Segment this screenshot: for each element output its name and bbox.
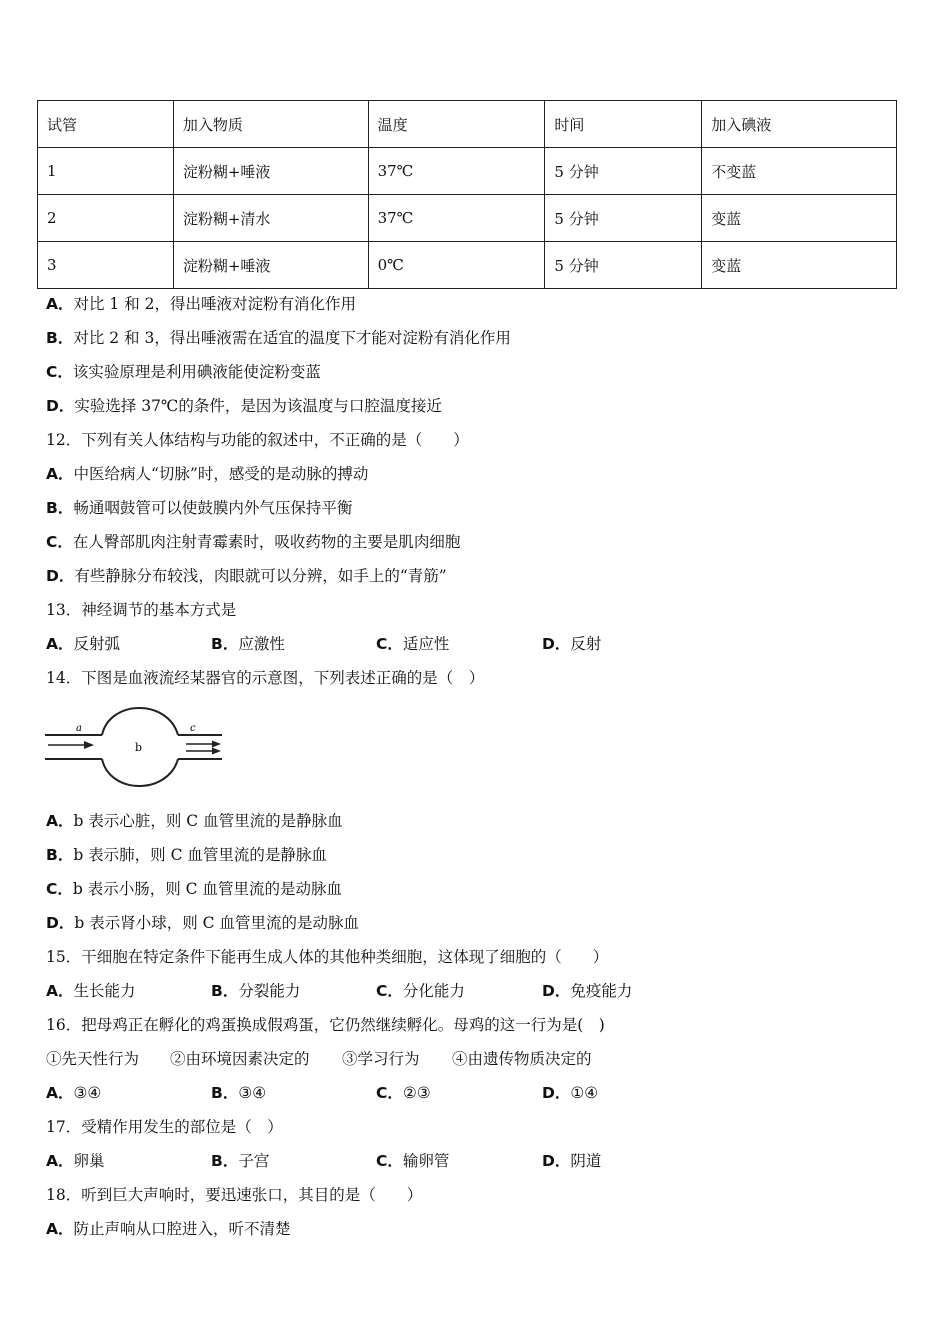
q17-option-a: A．卵巢 (46, 1152, 105, 1170)
table-cell: 5 分钟 (545, 148, 702, 195)
q18-stem: 18．听到巨大声响时，要迅速张口，其目的是（ ） (46, 1186, 423, 1204)
q14-option-d: D．b 表示肾小球，则 C 血管里流的是动脉血 (46, 914, 359, 932)
q16-stem: 16．把母鸡正在孵化的鸡蛋换成假鸡蛋，它仍然继续孵化。母鸡的这一行为是( ) (46, 1016, 605, 1034)
q12-option-b: B．畅通咽鼓管可以使鼓膜内外气压保持平衡 (46, 499, 353, 517)
q13-stem: 13．神经调节的基本方式是 (46, 601, 237, 619)
q16-item: ①先天性行为 (46, 1050, 140, 1068)
table-cell: 3 (38, 242, 174, 289)
q11-option-a: A．对比 1 和 2，得出唾液对淀粉有消化作用 (46, 295, 357, 313)
table-header-row (38, 101, 897, 148)
table-row (38, 242, 897, 289)
q18-option-a: A．防止声响从口腔进入，听不清楚 (46, 1220, 291, 1238)
q15-stem: 15．干细胞在特定条件下能再生成人体的其他种类细胞，这体现了细胞的（ ） (46, 948, 609, 966)
inflow-arrow-head (84, 741, 94, 749)
q16-item: ③学习行为 (342, 1050, 420, 1068)
q13-option-d: D．反射 (542, 635, 602, 653)
table-header-cell: 加入物质 (173, 101, 368, 148)
q17-options (46, 1151, 866, 1171)
table-cell: 37℃ (368, 148, 545, 195)
table-cell: 淀粉糊+清水 (173, 195, 368, 242)
q14-option-b: B．b 表示肺，则 C 血管里流的是静脉血 (46, 846, 327, 864)
table-cell: 0℃ (368, 242, 545, 289)
q13-options (46, 634, 866, 654)
table-cell: 37℃ (368, 195, 545, 242)
table-row (38, 148, 897, 195)
label-c: c (190, 723, 196, 734)
q16-option-b: B．③④ (211, 1084, 267, 1102)
table-cell: 不变蓝 (702, 148, 897, 195)
table-cell: 2 (38, 195, 174, 242)
table-cell: 变蓝 (702, 242, 897, 289)
outflow-arrow-head-2 (212, 748, 221, 755)
q17-option-b: B．子宫 (211, 1152, 270, 1170)
q13-option-c: C．适应性 (376, 635, 450, 653)
outflow-arrow-head-1 (212, 741, 221, 748)
q12-option-d: D．有些静脉分布较浅，肉眼就可以分辨，如手上的“青筋” (46, 567, 447, 585)
table-header-cell: 加入碘液 (702, 101, 897, 148)
q12-stem: 12．下列有关人体结构与功能的叙述中，不正确的是（ ） (46, 431, 469, 449)
q17-stem: 17．受精作用发生的部位是（ ） (46, 1118, 283, 1136)
experiment-table (37, 100, 897, 289)
q14-option-a: A．b 表示心脏，则 C 血管里流的是静脉血 (46, 812, 343, 830)
q15-option-a: A．生长能力 (46, 982, 136, 1000)
table-cell: 5 分钟 (545, 195, 702, 242)
table-cell: 1 (38, 148, 174, 195)
label-a: a (76, 723, 82, 734)
q16-option-d: D．①④ (542, 1084, 599, 1102)
q12-option-a: A．中医给病人“切脉”时，感受的是动脉的搏动 (46, 465, 369, 483)
table-header-cell: 温度 (368, 101, 545, 148)
q16-options (46, 1083, 866, 1103)
table-cell: 变蓝 (702, 195, 897, 242)
q13-option-a: A．反射弧 (46, 635, 121, 653)
q16-item: ②由环境因素决定的 (170, 1050, 310, 1068)
q15-options (46, 981, 866, 1001)
q11-option-d: D．实验选择 37℃的条件，是因为该温度与口腔温度接近 (46, 397, 442, 415)
q16-item: ④由遗传物质决定的 (452, 1050, 592, 1068)
table-header-cell: 时间 (545, 101, 702, 148)
blood-flow-diagram (40, 697, 230, 797)
table-cell: 5 分钟 (545, 242, 702, 289)
organ-b-lower-wall (102, 759, 178, 786)
q17-option-d: D．阴道 (542, 1152, 602, 1170)
organ-b-upper-wall (102, 708, 178, 735)
q15-option-d: D．免疫能力 (542, 982, 633, 1000)
q11-option-b: B．对比 2 和 3，得出唾液需在适宜的温度下才能对淀粉有消化作用 (46, 329, 511, 347)
q15-option-c: C．分化能力 (376, 982, 465, 1000)
q16-items (46, 1049, 866, 1069)
q16-option-a: A．③④ (46, 1084, 102, 1102)
q11-option-c: C．该实验原理是利用碘液能使淀粉变蓝 (46, 363, 321, 381)
table-cell: 淀粉糊+唾液 (173, 148, 368, 195)
q13-option-b: B．应激性 (211, 635, 285, 653)
q16-option-c: C．②③ (376, 1084, 431, 1102)
q15-option-b: B．分裂能力 (211, 982, 301, 1000)
label-b: b (135, 741, 143, 754)
table-header-cell: 试管 (38, 101, 174, 148)
q14-option-c: C．b 表示小肠，则 C 血管里流的是动脉血 (46, 880, 342, 898)
q12-option-c: C．在人臀部肌肉注射青霉素时，吸收药物的主要是肌肉细胞 (46, 533, 461, 551)
table-row (38, 195, 897, 242)
q17-option-c: C．输卵管 (376, 1152, 450, 1170)
table-cell: 淀粉糊+唾液 (173, 242, 368, 289)
q14-stem: 14．下图是血液流经某器官的示意图，下列表述正确的是（ ） (46, 669, 485, 687)
